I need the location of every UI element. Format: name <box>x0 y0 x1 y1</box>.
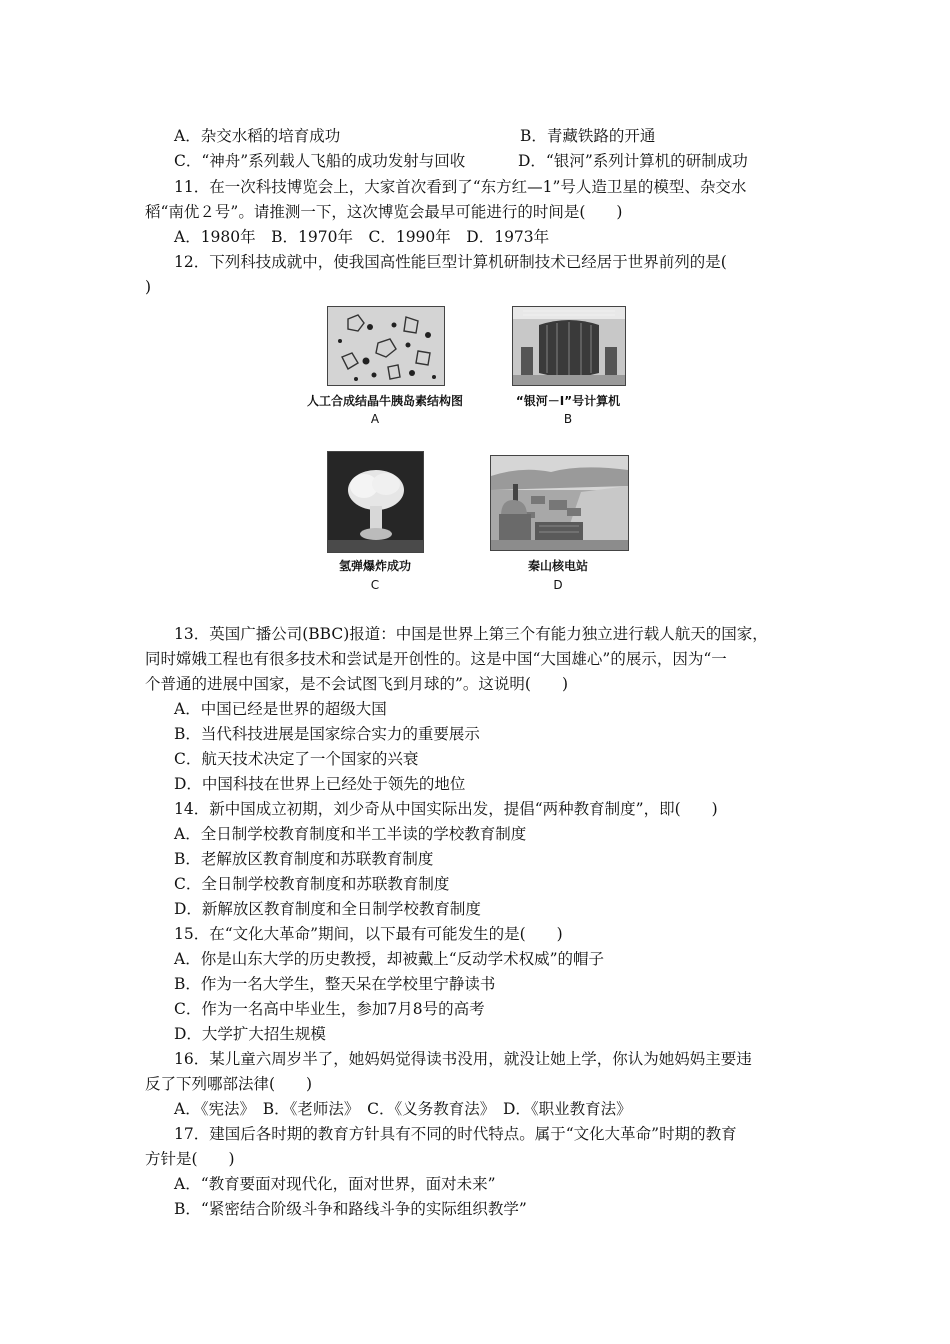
figure-d-letter: D <box>553 578 563 592</box>
supercomputer-icon <box>513 307 625 385</box>
q17-option-b: B．“紧密结合阶级斗争和路线斗争的实际组织教学” <box>174 1200 527 1218</box>
figure-c-caption: 氢弹爆炸成功 <box>338 559 411 573</box>
q14-option-b: B．老解放区教育制度和苏联教育制度 <box>174 850 434 868</box>
crystal-micrograph-icon <box>328 307 444 385</box>
figure-b-letter: B <box>563 412 573 426</box>
q13-stem-line1: 13．英国广播公司(BBC)报道：中国是世界上第三个有能力独立进行载人航天的国家， <box>174 625 768 643</box>
q16-options: A．《宪法》 B．《老师法》 C．《义务教育法》 D．《职业教育法》 <box>174 1100 632 1118</box>
q11-stem-line1: 11．在一次科技博览会上，大家首次看到了“东方红—1”号人造卫星的模型、杂交水 <box>174 178 747 196</box>
q14-option-a: A．全日制学校教育制度和半工半读的学校教育制度 <box>174 825 527 843</box>
figure-b-caption: “银河－Ⅰ”号计算机 <box>515 394 621 408</box>
q15-option-c: C．作为一名高中毕业生，参加7月8号的高考 <box>174 1000 485 1018</box>
figure-b-image <box>512 306 626 386</box>
q15-option-b: B．作为一名大学生，整天呆在学校里宁静读书 <box>174 975 496 993</box>
q12-stem-line1: 12．下列科技成就中，使我国高性能巨型计算机研制技术已经居于世界前列的是( <box>174 253 727 271</box>
q13-option-b: B．当代科技进展是国家综合实力的重要展示 <box>174 725 480 743</box>
q14-option-d: D．新解放区教育制度和全日制学校教育制度 <box>174 900 481 918</box>
q12-stem-line2: ) <box>145 278 152 296</box>
figure-a-image <box>327 306 445 386</box>
figure-a-caption: 人工合成结晶牛胰岛素结构图 <box>306 394 463 408</box>
q13-stem-line3: 个普通的进展中国家，是不会试图飞到月球的”。这说明( ) <box>145 675 569 693</box>
q10-option-d: D．“银河”系列计算机的研制成功 <box>518 152 748 170</box>
figure-d-caption: 秦山核电站 <box>527 559 588 573</box>
q10-option-c: C．“神舟”系列载人飞船的成功发射与回收 <box>174 152 466 170</box>
q16-stem-line2: 反了下列哪部法律( ) <box>145 1075 313 1093</box>
nuclear-plant-icon <box>491 456 628 550</box>
mushroom-cloud-icon <box>328 452 423 552</box>
q11-options: A．1980年 B．1970年 C．1990年 D．1973年 <box>174 228 550 246</box>
q13-stem-line2: 同时嫦娥工程也有很多技术和尝试是开创性的。这是中国“大国雄心”的展示，因为“一 <box>145 650 727 668</box>
q17-stem-line1: 17．建国后各时期的教育方针具有不同的时代特点。属于“文化大革命”时期的教育 <box>174 1125 737 1143</box>
q17-option-a: A．“教育要面对现代化，面对世界，面对未来” <box>174 1175 496 1193</box>
q15-option-d: D．大学扩大招生规模 <box>174 1025 326 1043</box>
q13-option-c: C．航天技术决定了一个国家的兴衰 <box>174 750 419 768</box>
q15-option-a: A．你是山东大学的历史教授，却被戴上“反动学术权威”的帽子 <box>174 950 605 968</box>
q15-stem: 15．在“文化大革命”期间，以下最有可能发生的是( ) <box>174 925 563 943</box>
q16-stem-line1: 16．某儿童六周岁半了，她妈妈觉得读书没用，就没让她上学，你认为她妈妈主要违 <box>174 1050 752 1068</box>
q10-option-b: B．青藏铁路的开通 <box>520 127 656 145</box>
q13-option-d: D．中国科技在世界上已经处于领先的地位 <box>174 775 466 793</box>
figure-a-letter: A <box>370 412 380 426</box>
q13-option-a: A．中国已经是世界的超级大国 <box>174 700 387 718</box>
figure-d-image <box>490 455 629 551</box>
q10-option-a: A．杂交水稻的培育成功 <box>174 127 341 145</box>
figure-c-image <box>327 451 424 553</box>
q11-stem-line2: 稻“南优２号”。请推测一下，这次博览会最早可能进行的时间是( ) <box>145 203 623 221</box>
q17-stem-line2: 方针是( ) <box>145 1150 235 1168</box>
q14-stem: 14．新中国成立初期，刘少奇从中国实际出发，提倡“两种教育制度”，即( ) <box>174 800 718 818</box>
figure-c-letter: C <box>370 578 380 592</box>
q14-option-c: C．全日制学校教育制度和苏联教育制度 <box>174 875 450 893</box>
